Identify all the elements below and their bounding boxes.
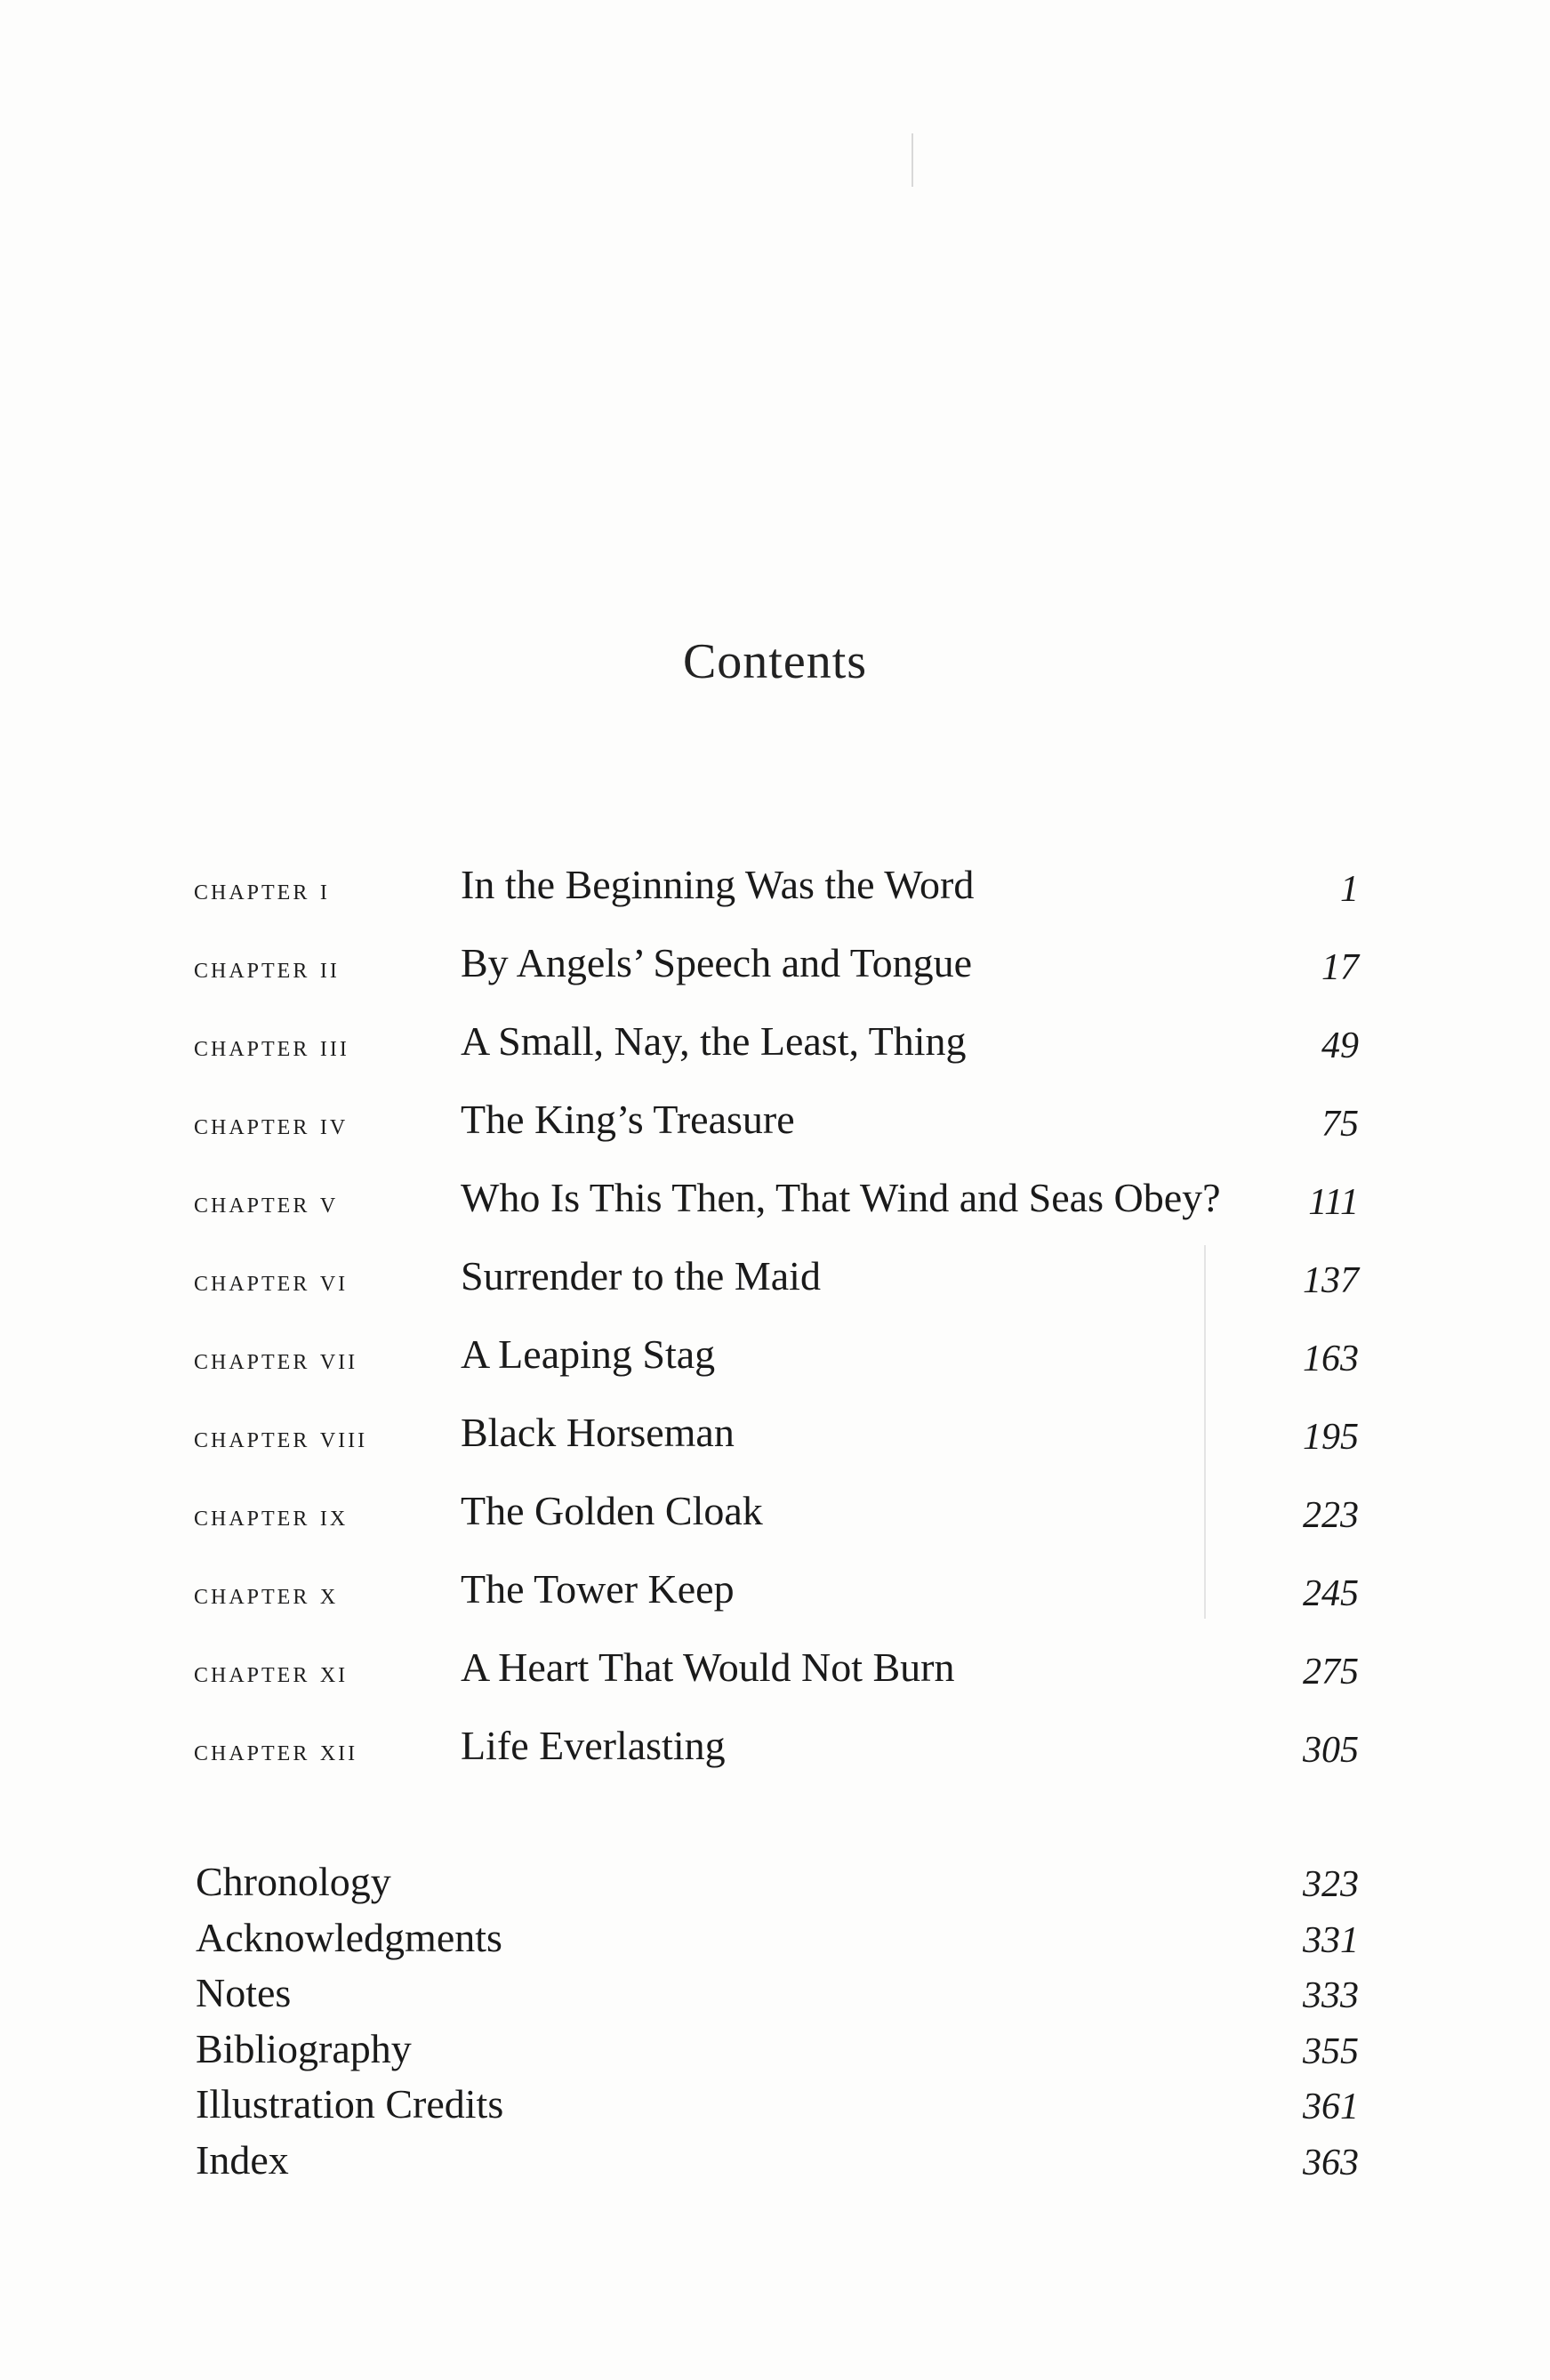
chapter-title: The King’s Treasure (461, 1097, 795, 1142)
chapter-title: The Tower Keep (461, 1566, 735, 1612)
toc-row[interactable] (194, 932, 1359, 1010)
toc-row[interactable] (196, 1910, 1359, 1966)
section-title: Chronology (196, 1859, 391, 1904)
page-number: 49 (1321, 1025, 1359, 1066)
chapter-number: chapter xi (194, 1656, 349, 1689)
toc-row[interactable] (194, 1089, 1359, 1167)
page-number: 245 (1303, 1573, 1359, 1614)
toc-row[interactable] (194, 1323, 1359, 1402)
section-title: Illustration Credits (196, 2081, 504, 2127)
chapter-number: chapter viii (194, 1421, 368, 1454)
chapter-number: chapter v (194, 1186, 339, 1219)
page-number: 331 (1303, 1919, 1359, 1961)
toc-row[interactable] (196, 2077, 1359, 2133)
chapter-number: chapter ii (194, 952, 340, 985)
section-title: Notes (196, 1970, 292, 2015)
page-number: 275 (1303, 1652, 1359, 1693)
chapter-number: chapter iii (194, 1030, 349, 1063)
page-number: 361 (1303, 2087, 1359, 2127)
chapter-title: In the Beginning Was the Word (461, 862, 975, 907)
chapter-title: The Golden Cloak (461, 1488, 763, 1533)
chapter-number: chapter ix (194, 1500, 349, 1532)
page-number: 137 (1303, 1260, 1359, 1301)
chapter-number: chapter xii (194, 1734, 358, 1767)
backmatter-list (196, 1854, 1359, 2188)
chapter-title: Surrender to the Maid (461, 1253, 821, 1299)
page-number: 355 (1303, 2030, 1359, 2072)
chapter-list (194, 854, 1359, 1793)
toc-row[interactable] (194, 1480, 1359, 1558)
toc-row[interactable] (196, 2133, 1359, 2189)
chapter-title: By Angels’ Speech and Tongue (461, 940, 973, 985)
page-number: 1 (1340, 869, 1359, 910)
toc-row[interactable] (194, 1636, 1359, 1715)
chapter-number: chapter vi (194, 1265, 349, 1298)
chapter-title: A Small, Nay, the Least, Thing (461, 1018, 967, 1064)
toc-row[interactable] (194, 1167, 1359, 1245)
chapter-title: Black Horseman (461, 1410, 735, 1455)
toc-row[interactable] (194, 1245, 1359, 1323)
toc-row[interactable] (194, 1402, 1359, 1480)
chapter-number: chapter i (194, 873, 330, 906)
page-number: 363 (1303, 2142, 1359, 2183)
page-number: 163 (1303, 1339, 1359, 1379)
toc-row[interactable] (196, 1854, 1359, 1910)
page-number: 333 (1303, 1975, 1359, 2016)
page-number: 17 (1321, 947, 1359, 988)
page-number: 305 (1303, 1730, 1359, 1771)
toc-row[interactable] (196, 1966, 1359, 2022)
toc-row[interactable] (196, 2022, 1359, 2078)
chapter-title: A Heart That Would Not Burn (461, 1644, 955, 1690)
toc-row[interactable] (194, 1558, 1359, 1636)
page-number: 223 (1303, 1495, 1359, 1536)
chapter-number: chapter vii (194, 1343, 358, 1376)
chapter-number: chapter x (194, 1578, 339, 1611)
page-number: 111 (1308, 1182, 1359, 1223)
section-title: Acknowledgments (196, 1914, 502, 1960)
chapter-title: Who Is This Then, That Wind and Seas Obey? (461, 1175, 1221, 1220)
toc-row[interactable] (194, 854, 1359, 932)
page-title: Contents (682, 634, 868, 689)
section-title: Bibliography (196, 2025, 412, 2071)
chapter-title: Life Everlasting (461, 1723, 726, 1768)
page-number: 195 (1303, 1417, 1359, 1458)
section-title: Index (196, 2136, 289, 2183)
scan-artifact (912, 133, 913, 187)
chapter-title: A Leaping Stag (461, 1331, 716, 1377)
toc-row[interactable] (194, 1010, 1359, 1089)
page-number: 75 (1321, 1104, 1359, 1145)
chapter-number: chapter iv (194, 1108, 349, 1141)
page-number: 323 (1303, 1864, 1359, 1905)
toc-row[interactable] (194, 1715, 1359, 1793)
